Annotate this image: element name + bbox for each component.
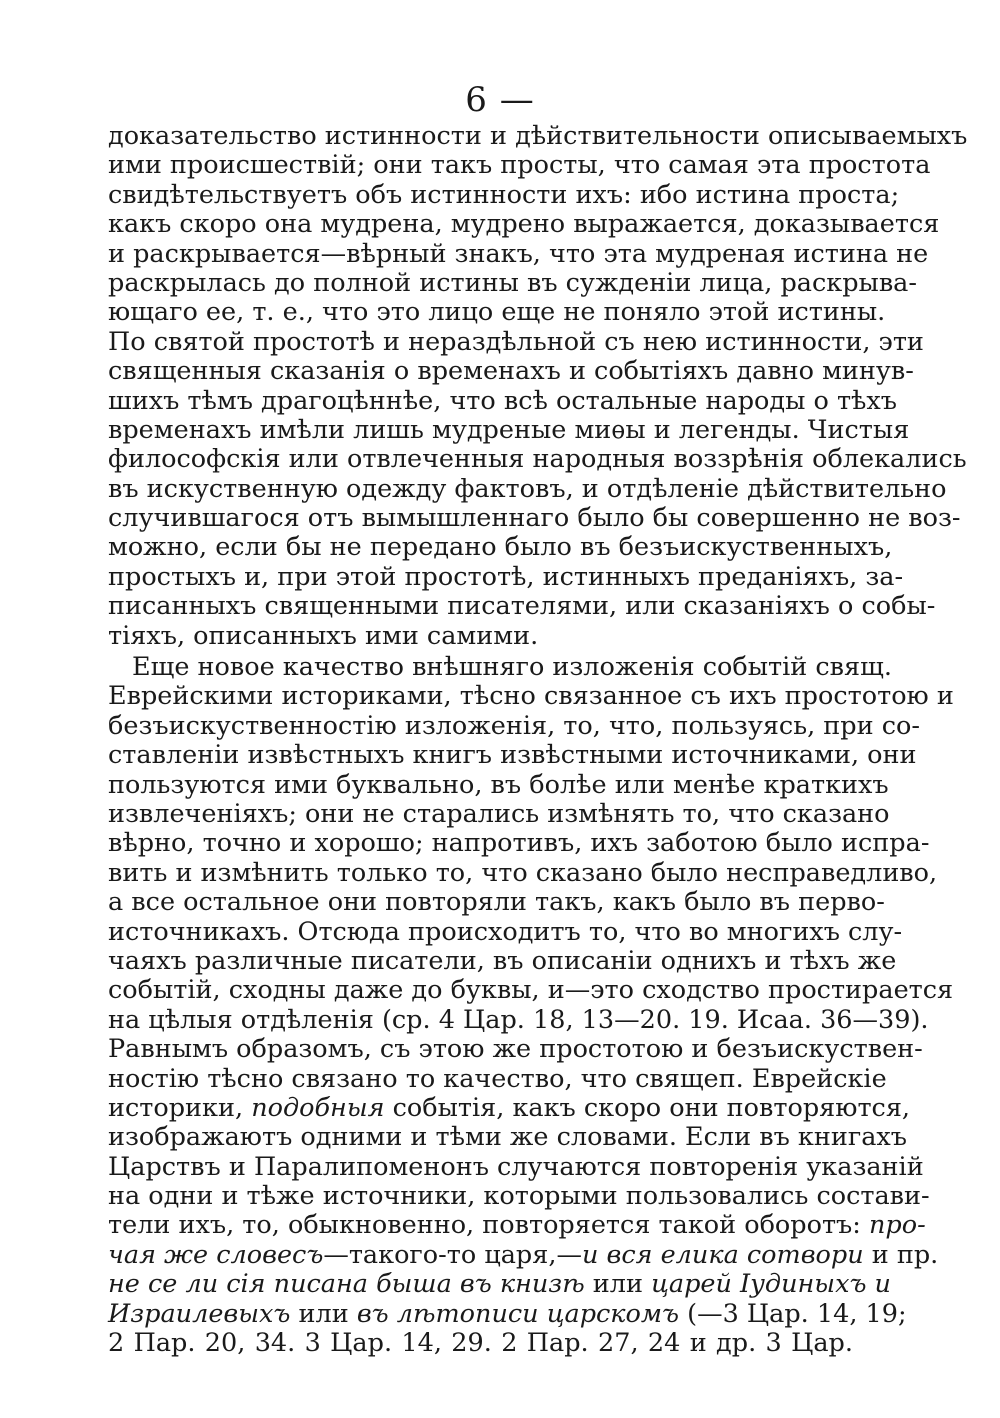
text-line: временахъ имѣли лишь мудреные миѳы и легенды. Чистыя: [108, 414, 910, 445]
text-line: а все остальное они повторяли такъ, какъ было въ перво-: [108, 887, 885, 918]
text-line: ностію тѣсно связано то качество, что свящеп. Еврейскіе: [108, 1063, 887, 1094]
text-line: историки, подобныя событія, какъ скоро они повторяются,: [108, 1092, 911, 1123]
page-number: 6 —: [465, 80, 535, 120]
text-line: на цѣлыя отдѣленія (ср. 4 Цар. 18, 13—20. 19. Исаа. 36—39).: [108, 1004, 929, 1035]
text-line: Равнымъ образомъ, съ этою же простотою и безъискуствен-: [108, 1034, 923, 1065]
text-line: извлеченіяхъ; они не старались измѣнять то, что сказано: [108, 798, 890, 829]
text-line: пользуются ими буквально, въ болѣе или менѣе краткихъ: [108, 769, 889, 800]
text-line: ими происшествій; они такъ просты, что самая эта простота: [108, 150, 931, 181]
text-line: вить и измѣнить только то, что сказано было несправедливо,: [108, 857, 938, 888]
text-line: 2 Пар. 20, 34. 3 Цар. 14, 29. 2 Пар. 27, 24 и др. 3 Цар.: [108, 1328, 853, 1359]
text-line: случившагося отъ вымышленнаго было бы совершенно не воз-: [108, 503, 961, 534]
text-line: шихъ тѣмъ драгоцѣннѣе, что всѣ остальные народы о тѣхъ: [108, 385, 898, 416]
text-line: писанныхъ священными писателями, или сказаніяхъ о собы-: [108, 591, 936, 622]
text-line: ющаго ее, т. е., что это лицо еще не поняло этой истины.: [108, 297, 886, 328]
text-line: простыхъ и, при этой простотѣ, истинныхъ преданіяхъ, за-: [108, 561, 904, 592]
text-line: По святой простотѣ и нераздѣльной съ нею истинности, эти: [108, 326, 924, 357]
text-line: чая же словесъ—такого-то царя,—и вся елика сотвори и пр.: [108, 1239, 939, 1270]
text-line: источникахъ. Отсюда происходитъ то, что во многихъ слу-: [108, 916, 903, 947]
text-line: тели ихъ, то, обыкновенно, повторяется такой оборотъ: про-: [108, 1210, 926, 1241]
text-line: Еврейскими историками, тѣсно связанное съ ихъ простотою и: [108, 681, 954, 712]
text-line: на одни и тѣже источники, которыми пользовались состави-: [108, 1181, 930, 1212]
text-line: тіяхъ, описанныхъ ими самими.: [108, 620, 539, 651]
text-line: чаяхъ различные писатели, въ описаніи однихъ и тѣхъ же: [108, 945, 897, 976]
text-line: изображаютъ одними и тѣми же словами. Если въ книгахъ: [108, 1122, 908, 1153]
text-line: можно, если бы не передано было въ безъискуственныхъ,: [108, 532, 893, 563]
text-line: вѣрно, точно и хорошо; напротивъ, ихъ заботою было испра-: [108, 828, 930, 859]
text-line: священныя сказанія о временахъ и событіяхъ давно минув-: [108, 356, 914, 387]
text-line: философскія или отвлеченныя народныя воззрѣнія облекались: [108, 444, 967, 475]
body-text: [108, 121, 968, 1359]
text-line: и раскрывается—вѣрный знакъ, что эта мудреная истина не: [108, 238, 929, 269]
text-line: Царствъ и Паралипоменонъ случаются повторенія указаній: [108, 1151, 924, 1182]
text-line: раскрылась до полной истины въ сужденіи лица, раскрыва-: [108, 267, 917, 298]
text-line: какъ скоро она мудрена, мудрено выражается, доказывается: [108, 209, 940, 240]
text-line: событій, сходны даже до буквы, и—это сходство простирается: [108, 975, 954, 1006]
text-line: Еще новое качество внѣшняго изложенія событій свящ.: [132, 652, 892, 683]
text-line: ставленіи извѣстныхъ книгъ извѣстными источниками, они: [108, 740, 917, 771]
text-line: Израилевыхъ или въ лѣтописи царскомъ (—3 Цар. 14, 19;: [108, 1298, 907, 1329]
text-line: въ искуственную одежду фактовъ, и отдѣленіе дѣйствительно: [108, 473, 947, 504]
text-line: свидѣтельствуетъ объ истинности ихъ: ибо истина проста;: [108, 179, 900, 210]
text-line: безъискуственностію изложенія, то, что, пользуясь, при со-: [108, 710, 920, 741]
text-line: доказательство истинности и дѣйствительности описываемыхъ: [108, 121, 968, 151]
text-line: не се ли сія писана быша въ книзѣ или царей Іудиныхъ и: [108, 1269, 891, 1300]
